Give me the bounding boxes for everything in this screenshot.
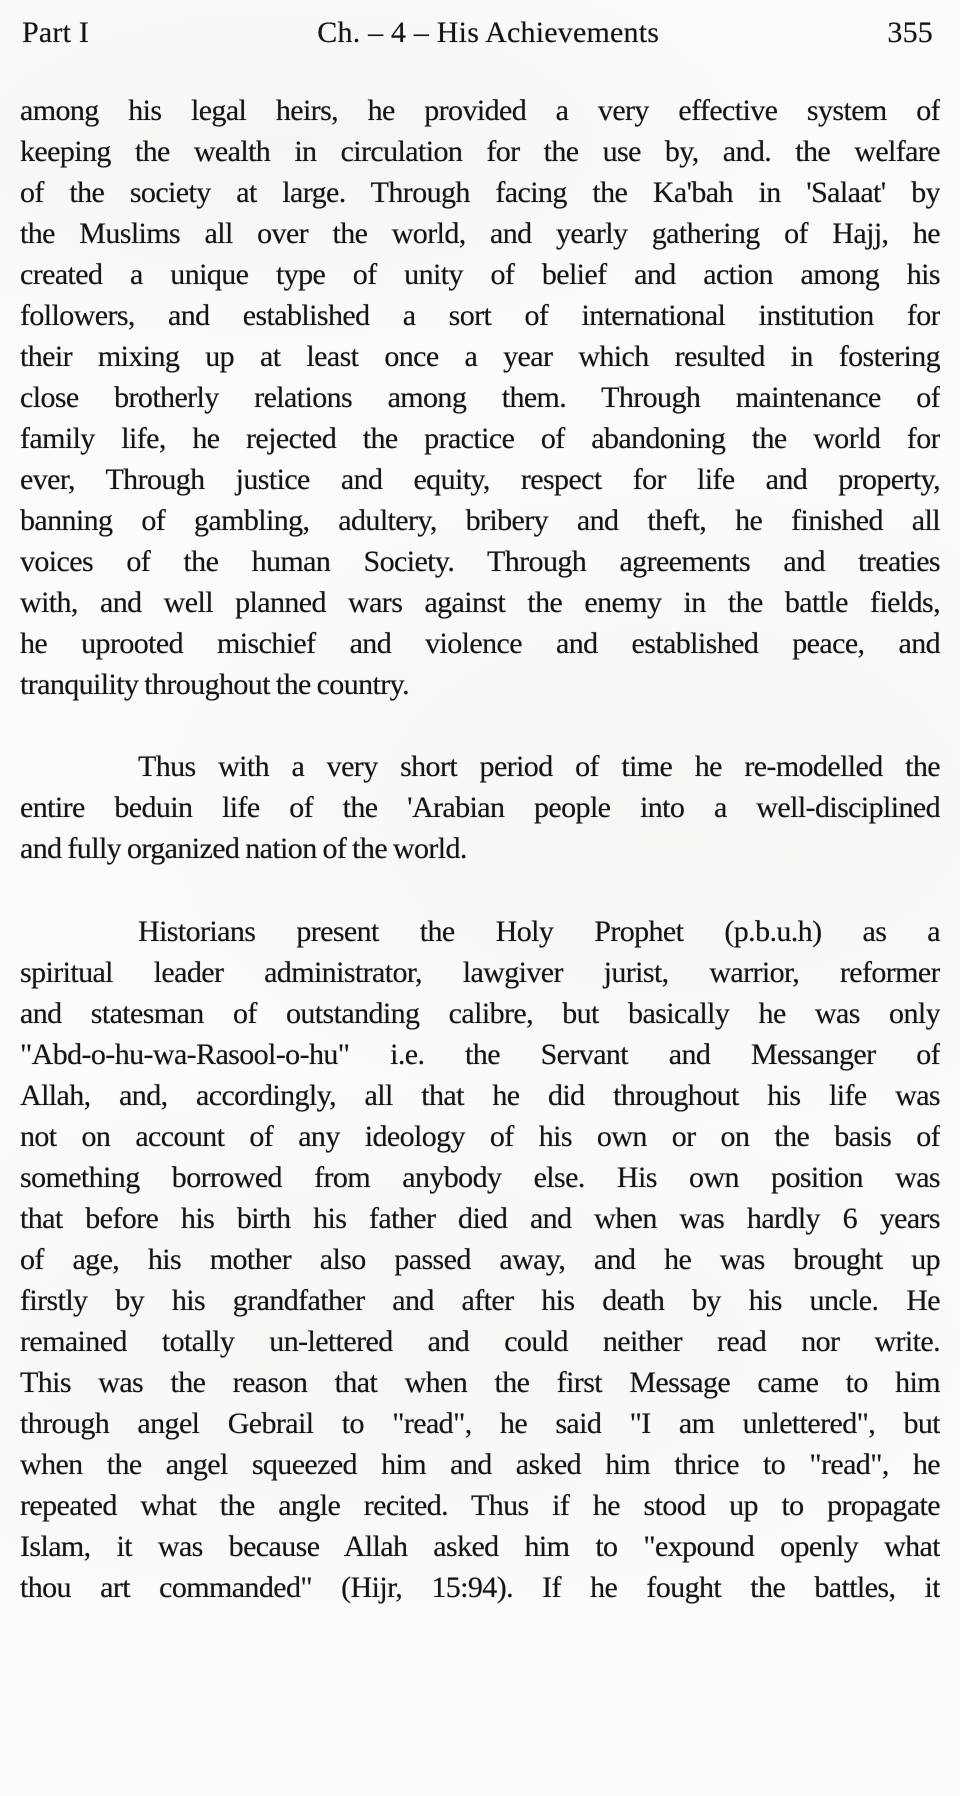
text-line: repeated what the angle recited. Thus if he stood up to propagate	[20, 1489, 940, 1522]
text-line: Historians present the Holy Prophet (p.b.u.h) as a	[138, 915, 940, 948]
text-line: This was the reason that when the first Message came to him	[20, 1366, 940, 1399]
page-body	[20, 90, 940, 1608]
paragraph-3	[20, 911, 940, 1608]
text-line: firstly by his grandfather and after his death by his uncle. He	[20, 1284, 940, 1317]
text-line: with, and well planned wars against the enemy in the battle fields,	[20, 586, 940, 619]
text-line: spiritual leader administrator, lawgiver jurist, warrior, reformer	[20, 956, 940, 989]
chapter-title: Ch. – 4 – His Achievements	[317, 16, 660, 49]
text-line: ever, Through justice and equity, respect for life and property,	[20, 463, 940, 496]
text-line: close brotherly relations among them. Through maintenance of	[20, 381, 940, 414]
text-line: and statesman of outstanding calibre, but basically he was only	[20, 997, 940, 1030]
text-line: not on account of any ideology of his own or on the basis of	[20, 1120, 940, 1153]
text-line: Islam, it was because Allah asked him to "expound openly what	[20, 1530, 940, 1563]
text-line: created a unique type of unity of belief and action among his	[20, 258, 940, 291]
text-line: Thus with a very short period of time he re-modelled the	[138, 750, 940, 783]
text-line: tranquility throughout the country.	[20, 668, 409, 701]
text-line: entire beduin life of the 'Arabian people into a well-disciplined	[20, 791, 940, 824]
text-line: of age, his mother also passed away, and he was brought up	[20, 1243, 940, 1276]
text-line: through angel Gebrail to "read", he said "I am unlettered", but	[20, 1407, 940, 1440]
text-line: remained totally un-lettered and could neither read nor write.	[20, 1325, 940, 1358]
paragraph-1	[20, 90, 940, 705]
text-line: family life, he rejected the practice of abandoning the world for	[20, 422, 940, 455]
text-line: of the society at large. Through facing the Ka'bah in 'Salaat' by	[20, 176, 940, 209]
text-line: he uprooted mischief and violence and established peace, and	[20, 627, 940, 660]
text-line: when the angel squeezed him and asked him thrice to "read", he	[20, 1448, 940, 1481]
part-label: Part I	[22, 16, 90, 49]
paragraph-2	[20, 746, 940, 869]
text-line: their mixing up at least once a year which resulted in fostering	[20, 340, 940, 373]
text-line: among his legal heirs, he provided a very effective system of	[20, 94, 940, 127]
text-line: something borrowed from anybody else. His own position was	[20, 1161, 940, 1194]
text-line: Allah, and, accordingly, all that he did throughout his life was	[20, 1079, 940, 1112]
text-line: voices of the human Society. Through agreements and treaties	[20, 545, 940, 578]
text-line: followers, and established a sort of international institution for	[20, 299, 940, 332]
text-line: banning of gambling, adultery, bribery and theft, he finished all	[20, 504, 940, 537]
text-line: and fully organized nation of the world.	[20, 832, 467, 865]
text-line: "Abd-o-hu-wa-Rasool-o-hu" i.e. the Servant and Messanger of	[20, 1038, 940, 1071]
page-header	[0, 0, 960, 53]
page-number: 355	[887, 16, 933, 49]
text-line: the Muslims all over the world, and yearly gathering of Hajj, he	[20, 217, 940, 250]
text-line: thou art commanded" (Hijr, 15:94). If he fought the battles, it	[20, 1571, 940, 1604]
text-line: that before his birth his father died and when was hardly 6 years	[20, 1202, 940, 1235]
text-line: keeping the wealth in circulation for the use by, and. the welfare	[20, 135, 940, 168]
